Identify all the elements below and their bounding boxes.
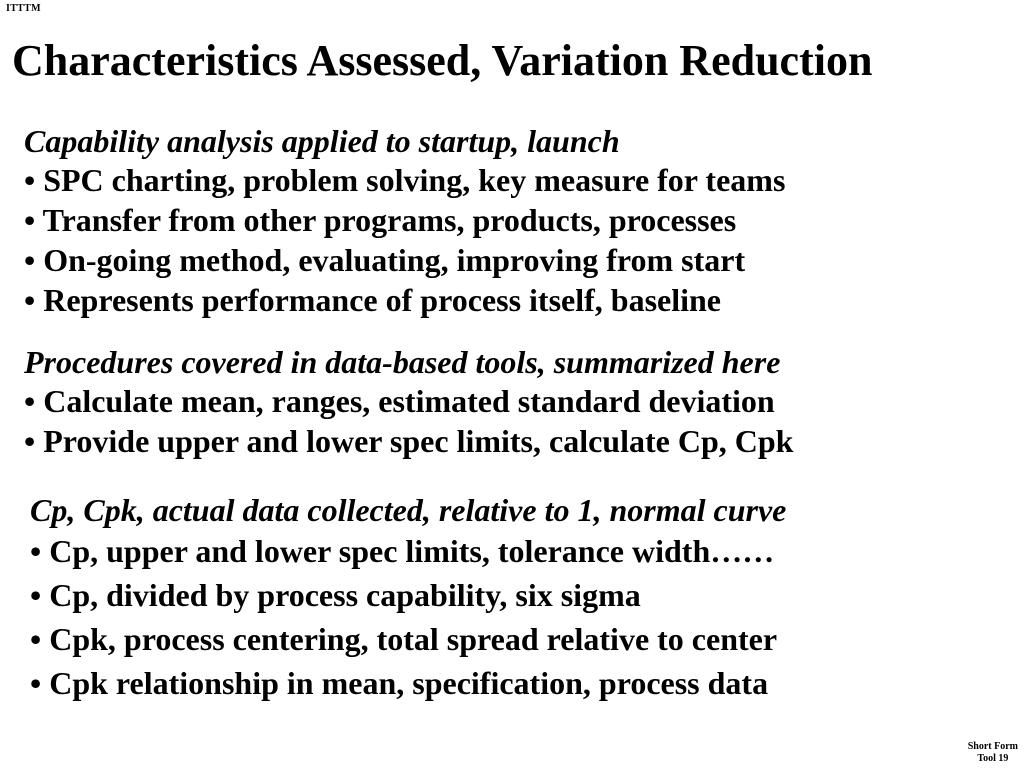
footer-line: Tool 19 — [977, 753, 1009, 764]
bullet-item: • SPC charting, problem solving, key measure for teams — [24, 162, 786, 198]
slide-title: Characteristics Assessed, Variation Reduction — [12, 36, 873, 85]
bullet-item: • Represents performance of process itself, baseline — [24, 282, 721, 318]
bullet-item: • Cpk relationship in mean, specification, process data — [30, 665, 769, 701]
bullet-item: • Cp, divided by process capability, six sigma — [30, 577, 641, 613]
section-cp-cpk — [30, 491, 786, 705]
bullet-item: • Transfer from other programs, products, processes — [24, 202, 737, 238]
section-heading: Cp, Cpk, actual data collected, relative to 1, normal curve — [30, 492, 787, 528]
footer-line: Short Form — [967, 741, 1018, 752]
section-heading: Capability analysis applied to startup, launch — [24, 123, 620, 159]
slide-footer — [968, 741, 1018, 765]
section-heading: Procedures covered in data-based tools, summarized here — [24, 344, 781, 380]
corner-tag: ITTTM — [6, 3, 41, 14]
bullet-item: • Provide upper and lower spec limits, calculate Cp, Cpk — [24, 423, 794, 459]
section-procedures — [24, 343, 793, 461]
bullet-item: • Cpk, process centering, total spread relative to center — [30, 621, 778, 657]
bullet-item: • Calculate mean, ranges, estimated standard deviation — [24, 383, 775, 419]
bullet-item: • On-going method, evaluating, improving from start — [24, 242, 746, 278]
section-capability-analysis — [24, 122, 785, 320]
bullet-item: • Cp, upper and lower spec limits, tolerance width…… — [30, 533, 775, 569]
